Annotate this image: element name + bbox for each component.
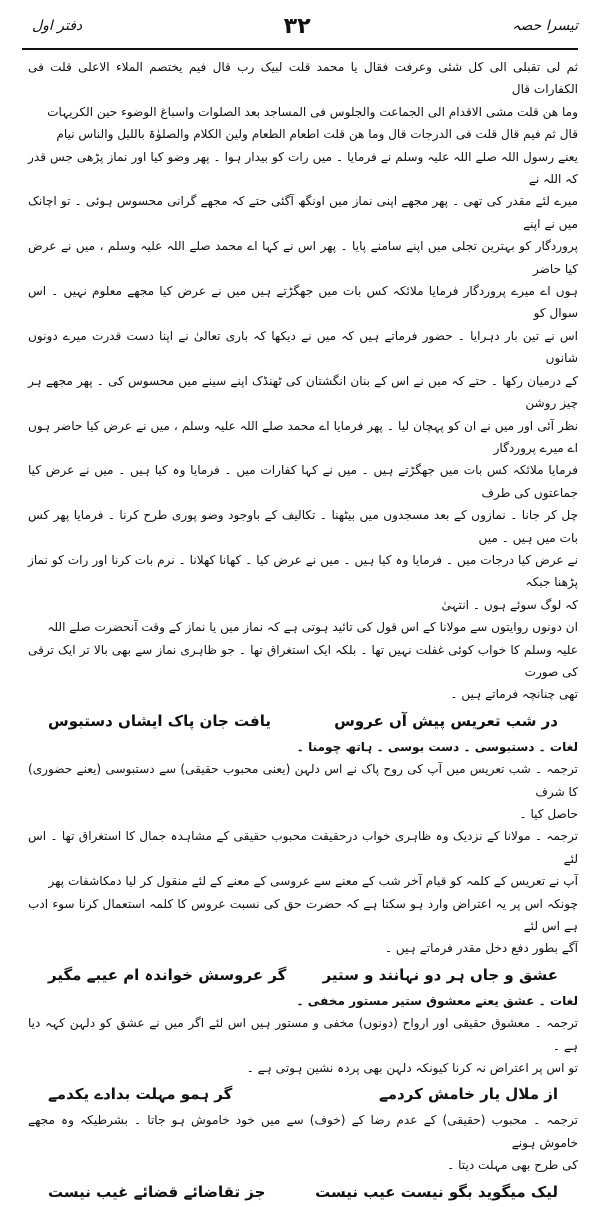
verse-first-hemistich: لیک میگوید بگو نیست عیب نیست	[315, 1182, 558, 1201]
vocabulary-line: لغات ۔ عشق یعنے معشوق ستیر مستور مخفی ۔	[296, 993, 578, 1008]
text-line: نے عرض کیا درجات میں ۔ فرمایا وہ کیا ہیں ۔ میں نے عرض کیا ۔ کھانا کھلانا ۔ نرم بات کرنا اور رات کو نماز پڑھنا جبکہ	[28, 552, 578, 590]
header-part: تیسرا حصہ	[512, 18, 578, 34]
text-line: آپ نے تعریس کے کلمہ کو قیام آخر شب کے معنے سے عروسی کے معنے کے لئے منقول کر لیا دمکاشفات پھر	[48, 874, 578, 889]
verse-first-hemistich: در شب تعریس پیش آں عروس	[334, 711, 558, 730]
text-line: علیہ وسلم کا خواب کوئی غفلت نہیں تھا ۔ بلکہ ایک استغراق تھا ۔ جو ظاہری نماز سے بھی بالا تر ایک ترقی کی صورت	[28, 642, 578, 679]
text-line: یعنے رسول اللہ صلے اللہ علیہ وسلم نے فرمایا ۔ میں رات کو بیدار ہوا ۔ پھر وضو کیا اور نماز پڑھی جس قدر کہ اللہ نے	[28, 149, 578, 187]
text-line: کہ لوگ سوئے ہوں ۔ انتہیٰ	[441, 597, 578, 612]
text-line: تھی چنانچہ فرماتے ہیں ۔	[450, 687, 578, 702]
text-line: چل کر جانا ۔ نمازوں کے بعد مسجدوں میں بیٹھنا ۔ تکالیف کے باوجود وضو پوری طرح کرنا ۔ فرمایا پھر کس بات میں ہیں ۔ میں	[28, 508, 578, 545]
text-line: تو اس پر اعتراض نہ کرنا کیونکہ دلہن بھی پردہ نشین ہوتی ہے ۔	[246, 1061, 578, 1076]
page-number: ٣٢	[283, 13, 311, 39]
text-line: ثم لی تقبلی الی کل شئی وعرفت فقال یا محمد قلت لبیک رب قال فیم یختصم الملاء الاعلی قلت فی الکفارات قال	[28, 60, 578, 97]
text-line: ترجمہ ۔ معشوق حقیقی اور ارواح (دونوں) مخفی و مستور ہیں اس لئے اگر میں نے عشق کو دلہن کہہ دیا ہے ۔	[28, 1016, 578, 1053]
text-line: کے درمیان رکھا ۔ حتے کہ میں نے اس کے بنان انگشتان کی ٹھنڈک اپنے سینے میں محسوس کی ۔ پھر مجھے ہر چیز روشن	[28, 373, 578, 411]
text-line: ہوں اے میرے پروردگار فرمایا ملائکہ کس بات میں جھگڑتے ہیں میں نے عرض کیا مجھے معلوم نہیں ۔ اس سوال کو	[28, 284, 578, 321]
verse-line	[28, 1179, 578, 1205]
text-line: آگے بطور دفع دخل مقدر فرماتے ہیں ۔	[385, 941, 578, 956]
text-line: فرمایا ملائکہ کس بات میں جھگڑتے ہیں ۔ میں نے کہا کفارات میں ۔ فرمایا وہ کیا ہیں ۔ میں نے عرض کیا جماعتوں کی طرف	[28, 463, 578, 500]
verse-second-hemistich: جز تقاضائے قضائے غیب نیست	[48, 1182, 266, 1201]
verse-line	[28, 708, 578, 734]
verse-line	[28, 1081, 578, 1107]
text-line: ترجمہ ۔ مولانا کے نزدیک وہ ظاہری خواب درحقیقت محبوب حقیقی کے مشاہدہ جمال کا استغراق تھا ۔ اس لئے	[28, 829, 578, 866]
vocabulary-line: لغات ۔ دستبوسی ۔ دست بوسی ۔ ہاتھ چومنا ۔	[296, 739, 578, 754]
verse-line	[28, 962, 578, 988]
text-line: اس نے تین بار دہرایا ۔ حضور فرماتے ہیں کہ میں نے دیکھا کہ باری تعالیٰ نے اپنا دست قدرت میرے دونوں شانوں	[28, 328, 578, 366]
text-line: نظر آئی اور میں نے ان کو پہچان لیا ۔ پھر فرمایا اے محمد صلے اللہ علیہ وسلم ، میں نے عرض کیا حاضر ہوں اے میرے پروردگار	[28, 418, 578, 455]
text-line: پروردگار کو بہترین تجلی میں اپنے سامنے پایا ۔ پھر اس نے کہا اے محمد صلے اللہ علیہ وسلم ، میں نے عرض کیا حاضر	[28, 239, 578, 276]
verse-second-hemistich: یافت جان پاک ایشاں دستبوس	[48, 711, 271, 730]
text-line: وما ھن قلت مشی الاقدام الی الجماعت والجلوس فی المساجد بعد الصلوات واسباغ الوضوء حین الکریہات	[47, 104, 578, 119]
page-body	[28, 56, 578, 1207]
text-line: حاصل کیا ۔	[519, 807, 578, 821]
text-line: ترجمہ ۔ محبوب (حقیقی) کے عدم رضا کے (خوف) سے میں خود خاموش ہو جاتا ۔ بشرطیکہ وہ مجھے خاموش ہونے	[28, 1113, 578, 1150]
text-line: ان دونوں روایتوں سے مولانا کے اس قول کی تائید ہوتی ہے کہ نماز میں یا نماز کے وقت آنحضرت صلے اللہ	[47, 620, 578, 635]
header-volume: دفتر اول	[32, 18, 83, 34]
text-line: ترجمہ ۔ شب تعریس میں آپ کی روح پاک نے اس دلہن (یعنی محبوب حقیقی) سے دستبوسی (یعنے حضوری) کا شرف	[28, 762, 578, 799]
text-line: قال ثم فیم قال قلت فی الدرجات قال وما ھن قلت اطعام الطعام ولین الکلام والصلوٰۃ باللیل والناس نیام	[56, 127, 578, 142]
header-rule	[22, 48, 578, 50]
text-line: کی طرح بھی مہلت دیتا ۔	[447, 1158, 578, 1173]
verse-first-hemistich: از ملال یار خامش کردمے	[378, 1085, 558, 1104]
verse-first-hemistich: عشق و جاں ہر دو نہانند و ستیر	[322, 965, 558, 984]
verse-second-hemistich: گر ہمو مہلت بدادے یکدمے	[48, 1085, 233, 1104]
page-header	[32, 6, 578, 46]
text-line: میرے لئے مقدر کی تھی ۔ پھر مجھے اپنی نماز میں اونگھ آگئی حتے کہ مجھے گرانی محسوس ہوئی ۔ تو اچانک میں نے اپنے	[28, 194, 578, 231]
verse-second-hemistich: گر عروسش خواندہ ام عیبے مگیر	[48, 965, 287, 984]
text-line: چونکہ اس پر یہ اعتراض وارد ہو سکتا ہے کہ حضرت حق کی نسبت عروس کا کلمہ استعمال کرنا سوء ادب ہے اس لئے	[28, 896, 578, 934]
